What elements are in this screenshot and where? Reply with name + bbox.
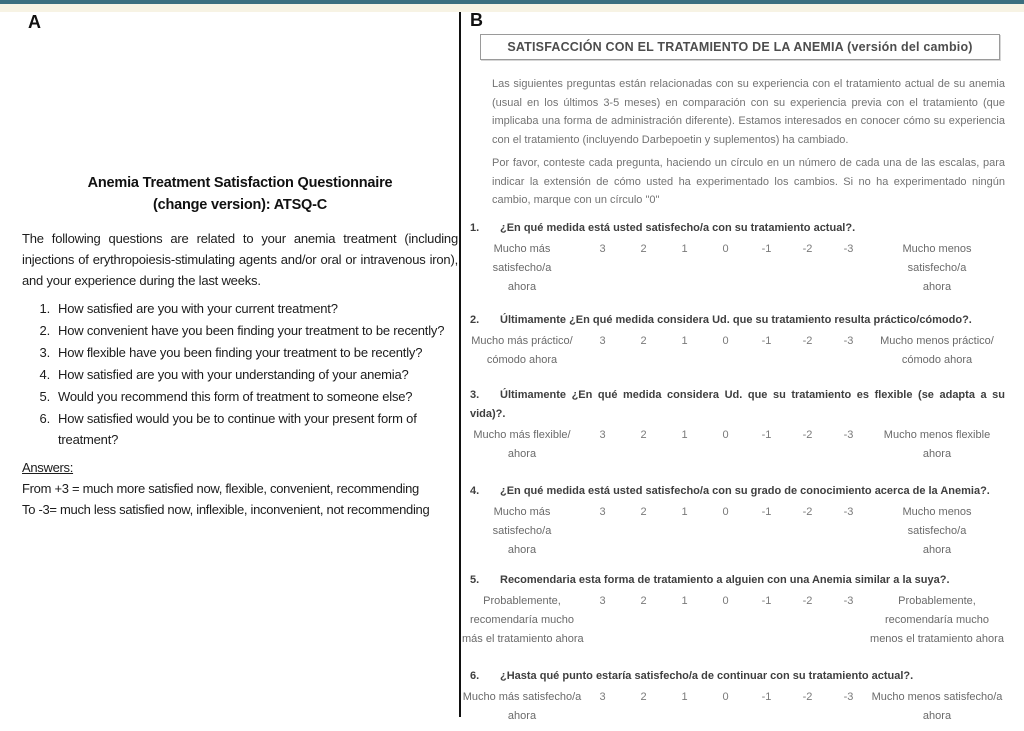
panel-a-title-line1: Anemia Treatment Satisfaction Questionnaire	[87, 175, 393, 191]
scale-right-anchor	[869, 332, 1005, 370]
scale-right-anchor	[869, 240, 1005, 297]
scale-value: 1	[681, 428, 688, 441]
question-number: 3.	[470, 388, 480, 401]
panel-b-intro-paragraph-2: Por favor, conteste cada pregunta, haciendo un círculo en un número de cada una de las escalas, para indicar la extensión de cómo usted ha experimentado los cambios. Si no ha experimentado ningún cambio, marque con un círculo "0"	[492, 156, 1005, 207]
question-text: ¿Hasta qué punto estaría satisfecho/a de continuar con su tratamiento actual?.	[500, 669, 914, 682]
panel-b-intro-paragraph-1: Las siguientes preguntas están relacionadas con su experiencia con el tratamiento actual de su anemia (usual en los últimos 3-5 meses) en comparación con su experiencia previa con el tratamiento (que implicaba una forma de administración diferente). Estamos interesados en conocer cómo su experiencia con el tratamiento (incluyendo Darbepoetin y suplementos) ha cambiado.	[492, 78, 1005, 147]
question-block-2	[462, 311, 1005, 370]
scale-left-anchor	[462, 688, 582, 726]
scale-value: 0	[722, 690, 729, 703]
item-number: 4.	[39, 367, 50, 382]
scale-value: -1	[761, 428, 772, 441]
panel-b-title-box: SATISFACCIÓN CON EL TRATAMIENTO DE LA ANEMIA (versión del cambio)	[480, 34, 1000, 60]
scale-value: 3	[599, 594, 606, 607]
panel-a-question-list	[22, 298, 458, 450]
scale-value: -2	[802, 690, 813, 703]
question-heading	[470, 571, 1005, 590]
item-number: 2.	[39, 323, 50, 338]
item-number: 5.	[39, 389, 50, 404]
anchor-line: Mucho más satisfecho/a	[462, 690, 582, 703]
scale-value: -3	[843, 428, 854, 441]
scale-value: -3	[843, 690, 854, 703]
scale-right-anchor	[869, 688, 1005, 726]
scale-value: -1	[761, 242, 772, 255]
scale-value: 2	[640, 690, 647, 703]
anchor-line: Mucho menos práctico/	[880, 334, 994, 347]
item-number: 6.	[39, 411, 50, 426]
list-item	[22, 408, 458, 450]
anchor-line: ahora	[922, 447, 952, 460]
anchor-line: Mucho menos	[902, 505, 972, 518]
list-item	[22, 386, 458, 407]
panel-a-intro: The following questions are related to your anemia treatment (including injections of erythropoiesis-stimulating agents and/or oral or intravenous iron), and your experience during the last weeks.	[22, 231, 458, 288]
anchor-line: Mucho más flexible/	[473, 428, 571, 441]
scale-value: 0	[722, 242, 729, 255]
question-block-6	[462, 667, 1005, 726]
scale-value: -1	[761, 594, 772, 607]
scale-value: 3	[599, 428, 606, 441]
question-number: 5.	[470, 573, 480, 586]
scale-value: -3	[843, 242, 854, 255]
question-heading	[470, 667, 1005, 686]
scale-value: -2	[802, 594, 813, 607]
answers-section	[22, 457, 458, 520]
item-text: How flexible have you been finding your treatment to be recently?	[58, 345, 423, 360]
scale-left-anchor	[462, 240, 582, 297]
scale-value: -3	[843, 505, 854, 518]
anchor-line: ahora	[922, 709, 952, 722]
scale-value: 2	[640, 505, 647, 518]
item-text: How satisfied are you with your current treatment?	[58, 301, 338, 316]
panel-b-question-list	[462, 219, 1005, 726]
scale-value: -2	[802, 428, 813, 441]
anchor-line: ahora	[507, 447, 537, 460]
scale-value: 1	[681, 594, 688, 607]
anchor-line: menos el tratamiento ahora	[870, 632, 1004, 645]
scale-value: 0	[722, 505, 729, 518]
answers-line-negative: To -3= much less satisfied now, inflexible, inconvenient, not recommending	[22, 502, 430, 517]
scale-value: -1	[761, 334, 772, 347]
question-block-4	[462, 482, 1005, 560]
anchor-line: ahora	[922, 543, 952, 556]
rating-scale-row	[462, 688, 1005, 726]
scale-value: -3	[843, 334, 854, 347]
anchor-line: Probablemente,	[898, 594, 976, 607]
scale-value: 2	[640, 242, 647, 255]
anchor-line: ahora	[507, 709, 537, 722]
scale-left-anchor	[462, 503, 582, 560]
scale-right-anchor	[869, 426, 1005, 464]
question-block-5	[462, 571, 1005, 649]
panel-divider-line	[459, 12, 461, 717]
scale-value: 0	[722, 428, 729, 441]
scale-left-anchor	[462, 332, 582, 370]
anchor-line: Mucho menos	[902, 242, 972, 255]
question-text: Últimamente ¿En qué medida considera Ud. que su tratamiento es flexible (se adapta a su vida)?.	[470, 388, 1005, 420]
anchor-line: recomendaría mucho	[470, 613, 574, 626]
anchor-line: ahora	[507, 543, 537, 556]
rating-scale-row	[462, 240, 1005, 297]
scale-value: 2	[640, 428, 647, 441]
question-text: ¿En qué medida está usted satisfecho/a con su grado de conocimiento acerca de la Anemia?.	[500, 484, 990, 497]
scale-value: -2	[802, 242, 813, 255]
panel-b-label: B	[470, 10, 483, 30]
anchor-line: ahora	[922, 280, 952, 293]
anchor-line: cómodo ahora	[486, 353, 558, 366]
item-number: 3.	[39, 345, 50, 360]
scale-value: -2	[802, 505, 813, 518]
scale-value: 0	[722, 594, 729, 607]
panel-a-label: A	[28, 12, 41, 32]
scale-value: 3	[599, 242, 606, 255]
question-text: Recomendaria esta forma de tratamiento a alguien con una Anemia similar a la suya?.	[500, 573, 950, 586]
panel-a	[22, 12, 458, 520]
scale-left-anchor	[462, 426, 582, 464]
item-text: How satisfied are you with your understanding of your anemia?	[58, 367, 409, 382]
question-number: 2.	[470, 313, 480, 326]
anchor-line: satisfecho/a	[907, 524, 967, 537]
item-number: 1.	[39, 301, 50, 316]
rating-scale-row	[462, 332, 1005, 370]
list-item	[22, 320, 458, 341]
item-text: Would you recommend this form of treatment to someone else?	[58, 389, 413, 404]
list-item	[22, 342, 458, 363]
question-number: 4.	[470, 484, 480, 497]
list-item	[22, 298, 458, 319]
scale-value: 3	[599, 690, 606, 703]
anchor-line: Mucho menos flexible	[883, 428, 991, 441]
scale-right-anchor	[869, 592, 1005, 649]
scale-value: 1	[681, 334, 688, 347]
scale-value: -3	[843, 594, 854, 607]
anchor-line: Mucho más	[493, 242, 551, 255]
question-heading	[470, 386, 1005, 424]
scale-value: 2	[640, 594, 647, 607]
anchor-line: recomendaría mucho	[885, 613, 989, 626]
list-item	[22, 364, 458, 385]
anchor-line: más el tratamiento ahora	[462, 632, 584, 645]
scale-value: 3	[599, 334, 606, 347]
item-text: How satisfied would you be to continue with your present form of treatment?	[58, 411, 417, 447]
rating-scale-row	[462, 503, 1005, 560]
question-text: ¿En qué medida está usted satisfecho/a con su tratamiento actual?.	[500, 221, 856, 234]
question-text: Últimamente ¿En qué medida considera Ud. que su tratamiento resulta práctico/cómodo?.	[500, 313, 972, 326]
scale-value: 3	[599, 505, 606, 518]
question-heading	[470, 311, 1005, 330]
anchor-line: satisfecho/a	[492, 524, 552, 537]
anchor-line: satisfecho/a	[907, 261, 967, 274]
item-text: How convenient have you been finding your treatment to be recently?	[58, 323, 445, 338]
question-number: 6.	[470, 669, 480, 682]
anchor-line: cómodo ahora	[901, 353, 973, 366]
rating-scale-row	[462, 426, 1005, 464]
anchor-line: Mucho más práctico/	[471, 334, 573, 347]
anchor-line: Mucho menos satisfecho/a	[871, 690, 1003, 703]
scale-value: 0	[722, 334, 729, 347]
anchor-line: Probablemente,	[483, 594, 561, 607]
question-block-1	[462, 219, 1005, 297]
scale-value: 1	[681, 505, 688, 518]
scale-value: -1	[761, 690, 772, 703]
scale-right-anchor	[869, 503, 1005, 560]
scale-value: 1	[681, 242, 688, 255]
anchor-line: ahora	[507, 280, 537, 293]
panel-b	[462, 10, 1005, 726]
question-heading	[470, 219, 1005, 238]
question-block-3	[462, 386, 1005, 464]
scale-value: 1	[681, 690, 688, 703]
scale-value: -2	[802, 334, 813, 347]
question-heading	[470, 482, 1005, 501]
scale-left-anchor	[462, 592, 582, 649]
answers-line-positive: From +3 = much more satisfied now, flexible, convenient, recommending	[22, 481, 419, 496]
scale-value: 2	[640, 334, 647, 347]
rating-scale-row	[462, 592, 1005, 649]
answers-heading: Answers:	[22, 460, 74, 475]
anchor-line: Mucho más	[493, 505, 551, 518]
panel-a-title-line2: (change version): ATSQ-C	[152, 197, 328, 213]
anchor-line: satisfecho/a	[492, 261, 552, 274]
scale-value: -1	[761, 505, 772, 518]
panel-a-title	[22, 172, 458, 216]
question-number: 1.	[470, 221, 480, 234]
